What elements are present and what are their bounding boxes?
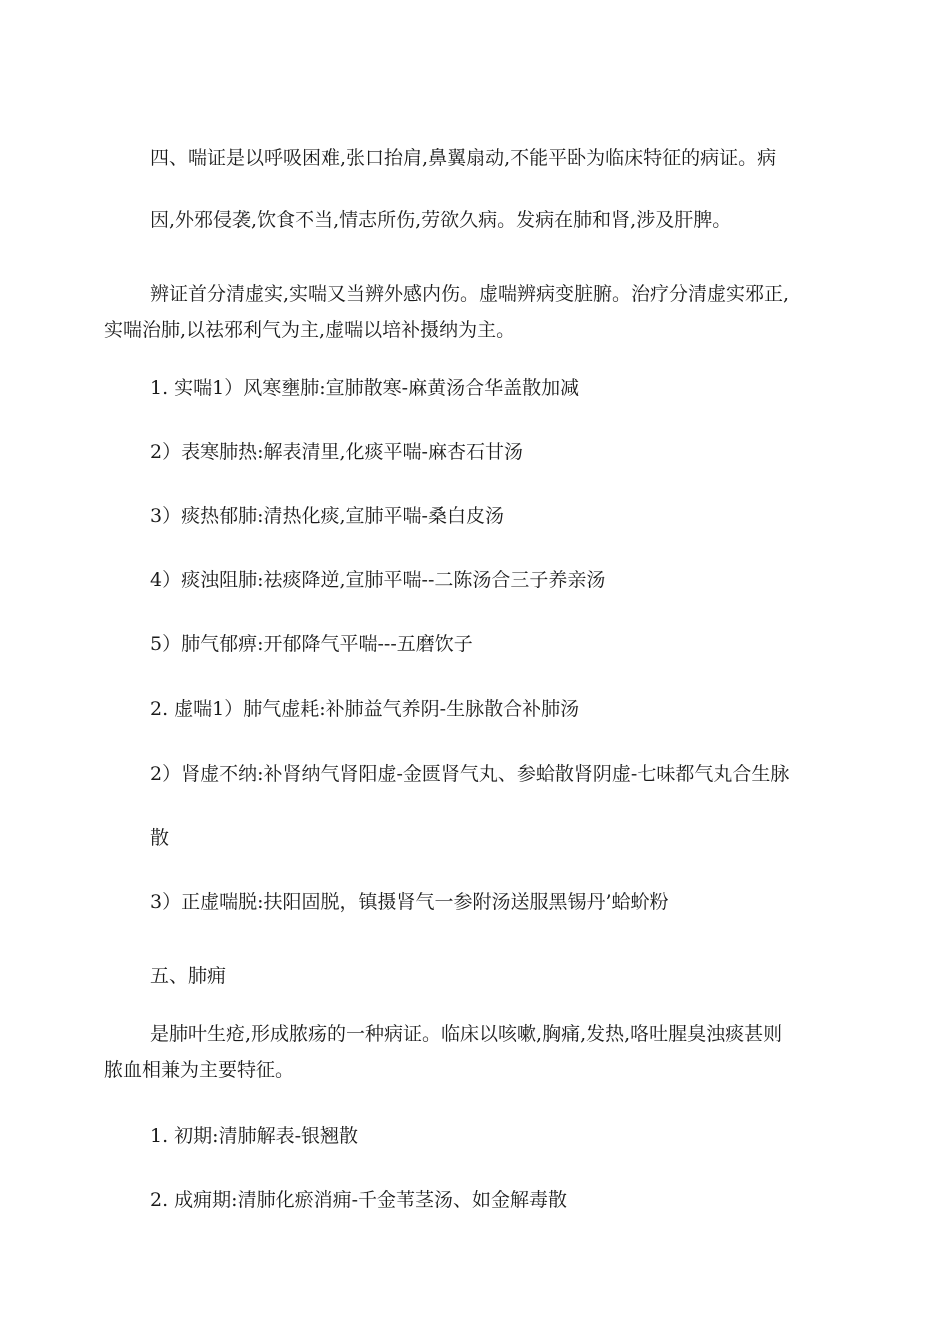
list-item-excess-asthma-4: 4）痰浊阻肺:祛痰降逆,宣肺平喘--二陈汤合三子养亲汤 <box>150 569 606 591</box>
list-item-deficiency-asthma-1: 2. 虚喘1）肺气虚耗:补肺益气养阴-生脉散合补肺汤 <box>150 698 580 720</box>
list-item-excess-asthma-3: 3）痰热郁肺:清热化痰,宣肺平喘-桑白皮汤 <box>150 505 504 527</box>
paragraph-asthma-definition-line-2: 因,外邪侵袭,饮食不当,情志所伤,劳欲久病。发病在肺和肾,涉及肝脾。 <box>150 209 732 231</box>
section-heading-lung-abscess: 五、肺痈 <box>150 965 227 987</box>
paragraph-differentiation-line-1: 辨证首分清虚实,实喘又当辨外感内伤。虚喘辨病变脏腑。治疗分清虚实邪正, <box>150 283 790 305</box>
paragraph-lung-abscess-line-1: 是肺叶生疮,形成脓疡的一种病证。临床以咳嗽,胸痛,发热,咯吐腥臭浊痰甚则 <box>150 1023 783 1045</box>
list-item-deficiency-asthma-2-line-1: 2）肾虚不纳:补肾纳气肾阳虚-金匮肾气丸、参蛤散肾阴虚-七味都气丸合生脉 <box>150 763 790 785</box>
list-item-lung-abscess-2: 2. 成痈期:清肺化瘀消痈-千金苇茎汤、如金解毒散 <box>150 1189 567 1211</box>
list-item-deficiency-asthma-2-line-2: 散 <box>150 827 170 849</box>
list-item-excess-asthma-2: 2）表寒肺热:解表清里,化痰平喘-麻杏石甘汤 <box>150 441 523 463</box>
list-item-deficiency-asthma-3: 3）正虚喘脱:扶阳固脱，镇摄肾气一参附汤送服黑锡丹’蛤蚧粉 <box>150 891 669 913</box>
list-item-excess-asthma-5: 5）肺气郁痹:开郁降气平喘---五磨饮子 <box>150 633 473 655</box>
list-item-lung-abscess-1: 1. 初期:清肺解表-银翘散 <box>150 1125 358 1147</box>
paragraph-asthma-definition-line-1: 四、喘证是以呼吸困难,张口抬肩,鼻翼扇动,不能平卧为临床特征的病证。病 <box>150 147 777 169</box>
paragraph-lung-abscess-line-2: 脓血相兼为主要特征。 <box>104 1059 295 1081</box>
list-item-excess-asthma-1: 1. 实喘1）风寒壅肺:宣肺散寒-麻黄汤合华盖散加减 <box>150 377 580 399</box>
paragraph-differentiation-line-2: 实喘治肺,以祛邪利气为主,虚喘以培补摄纳为主。 <box>104 319 516 341</box>
